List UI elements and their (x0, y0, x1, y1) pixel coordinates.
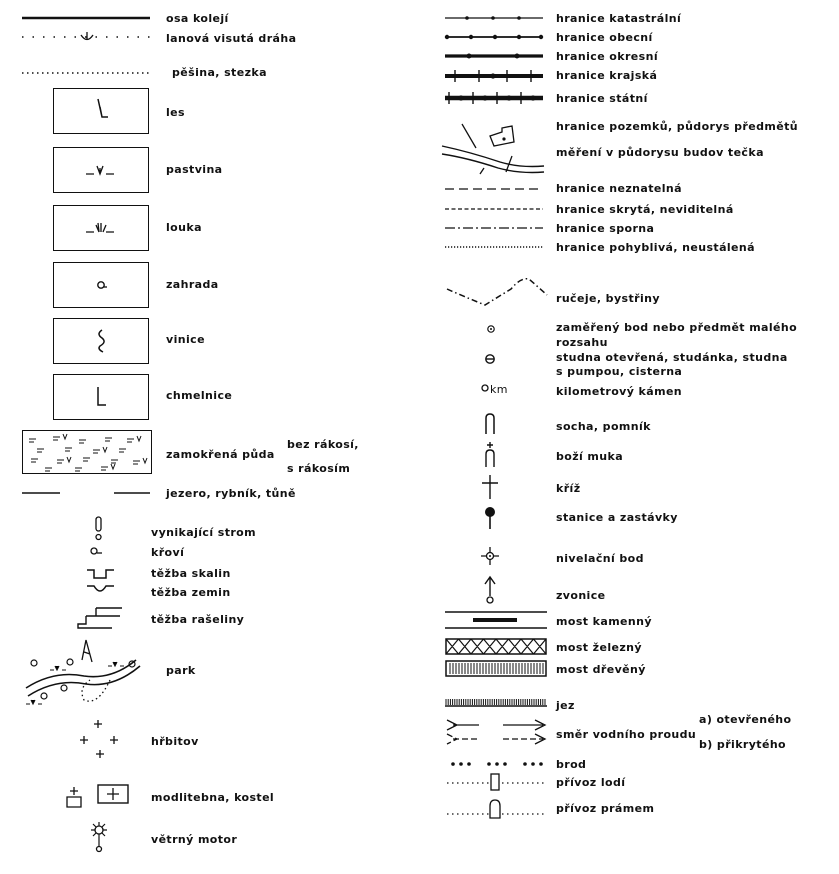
label-belfry: zvonice (556, 589, 606, 602)
label-level: nivelační bod (556, 552, 644, 565)
vineyard-box-symbol (53, 318, 149, 364)
moving-boundary-symbol (445, 244, 545, 250)
weir-symbol (445, 698, 549, 708)
well-symbol (483, 352, 497, 366)
label-ford: brod (556, 758, 587, 771)
level-point-symbol (479, 545, 501, 567)
label-cadastral: hranice katastrální (556, 12, 682, 25)
forest-box-symbol (53, 88, 149, 134)
label-hidden: hranice skrytá, neviditelná (556, 203, 734, 216)
label-moving: hranice pohyblivá, neustálená (556, 241, 755, 254)
footpath-symbol (22, 70, 152, 76)
label-point: zaměřený bod nebo předmět malého (556, 321, 798, 334)
track-axis-symbol (22, 14, 152, 22)
peat-symbol (76, 606, 126, 630)
hidden-boundary-symbol (445, 206, 545, 212)
cemetery-symbol (76, 718, 126, 766)
district-boundary-symbol (445, 52, 545, 60)
parcels-symbol (440, 118, 550, 174)
label-wetland: zamokřená půda (166, 448, 275, 461)
wooden-bridge-symbol (445, 660, 549, 678)
meadow-box-symbol (53, 205, 149, 251)
church-symbol (64, 783, 134, 809)
label-meadow: louka (166, 221, 202, 234)
label-district: hranice okresní (556, 50, 658, 63)
wayside-shrine-symbol (483, 441, 497, 469)
label-cable-car: lanová visutá dráha (166, 32, 297, 45)
label-vineyard: vinice (166, 333, 205, 346)
tree-symbol (92, 516, 106, 544)
label-quarry-soil: těžba zemin (151, 586, 231, 599)
label-bridge-wood: most dřevěný (556, 663, 646, 676)
ford-symbol (445, 760, 549, 768)
raft-ferry-symbol (445, 798, 549, 820)
regional-boundary-symbol (445, 70, 545, 82)
label-garden: zahrada (166, 278, 219, 291)
park-symbol (24, 636, 150, 712)
label-point-2: rozsahu (556, 336, 608, 349)
label-shrubs: křoví (151, 546, 185, 559)
garden-box-symbol (53, 262, 149, 308)
label-cemetery: hřbitov (151, 735, 199, 748)
km-stone-mark: km (490, 383, 508, 396)
label-municipal: hranice obecní (556, 31, 653, 44)
pasture-box-symbol (53, 147, 149, 193)
label-parcels: hranice pozemků, půdorys předmětů (556, 120, 798, 133)
label-km: kilometrový kámen (556, 385, 683, 398)
statue-symbol (483, 412, 497, 436)
label-ferry-raft: přívoz prámem (556, 802, 655, 815)
label-track-axis: osa kolejí (166, 12, 229, 25)
cable-car-symbol (22, 30, 152, 46)
label-wayside: boží muka (556, 450, 624, 463)
label-ferry-boat: přívoz lodí (556, 776, 626, 789)
label-quarry-rock: těžba skalin (151, 567, 231, 580)
station-symbol (483, 505, 497, 531)
quarry-soil-symbol (86, 584, 116, 596)
hop-field-box-symbol (53, 374, 149, 420)
label-wetland-a: bez rákosí, (287, 438, 359, 451)
km-stone-symbol (480, 383, 490, 393)
label-hop-field: chmelnice (166, 389, 233, 402)
label-statue: socha, pomník (556, 420, 651, 433)
label-measure: měření v půdorysu budov tečka (556, 146, 764, 159)
shrubs-symbol (88, 545, 108, 557)
label-footpath: pěšina, stezka (172, 66, 267, 79)
label-forest: les (166, 106, 185, 119)
label-well: studna otevřená, studánka, studna (556, 351, 788, 364)
unknown-boundary-symbol (445, 186, 545, 192)
cadastral-boundary-symbol (445, 14, 545, 22)
label-lake: jezero, rybník, tůně (166, 487, 296, 500)
label-church: modlitebna, kostel (151, 791, 275, 804)
wind-engine-symbol (89, 820, 111, 856)
label-station: stanice a zastávky (556, 511, 678, 524)
label-weir: jez (556, 699, 575, 712)
brooks-symbol (445, 275, 549, 309)
label-pasture: pastvina (166, 163, 223, 176)
label-flow-b: b) přikrytého (699, 738, 787, 751)
label-flow-a: a) otevřeného (699, 713, 792, 726)
belfry-symbol (483, 575, 497, 605)
wetland-box-symbol (22, 430, 152, 474)
label-state: hranice státní (556, 92, 648, 105)
label-flow: směr vodního proudu (556, 728, 697, 741)
disputed-boundary-symbol (445, 225, 545, 231)
cross-symbol (480, 474, 500, 500)
label-disputed: hranice sporna (556, 222, 655, 235)
label-wetland-b: s rákosím (287, 462, 351, 475)
label-cross: kříž (556, 482, 581, 495)
municipal-boundary-symbol (445, 33, 545, 41)
water-flow-symbol (445, 716, 549, 748)
stone-bridge-symbol (445, 608, 549, 632)
point-symbol (484, 322, 498, 336)
label-bridge-stone: most kamenný (556, 615, 652, 628)
lake-symbol (22, 490, 152, 496)
state-boundary-symbol (445, 92, 545, 104)
label-park: park (166, 664, 196, 677)
boat-ferry-symbol (445, 772, 549, 792)
label-regional: hranice krajská (556, 69, 658, 82)
label-unknown: hranice neznatelná (556, 182, 682, 195)
label-wind-engine: větrný motor (151, 833, 238, 846)
quarry-rock-symbol (86, 568, 116, 580)
label-bridge-iron: most železný (556, 641, 642, 654)
label-tree: vynikající strom (151, 526, 256, 539)
label-brooks: ručeje, bystřiny (556, 292, 660, 305)
iron-bridge-symbol (445, 638, 549, 656)
label-well-2: s pumpou, cisterna (556, 365, 683, 378)
label-peat: těžba rašeliny (151, 613, 245, 626)
